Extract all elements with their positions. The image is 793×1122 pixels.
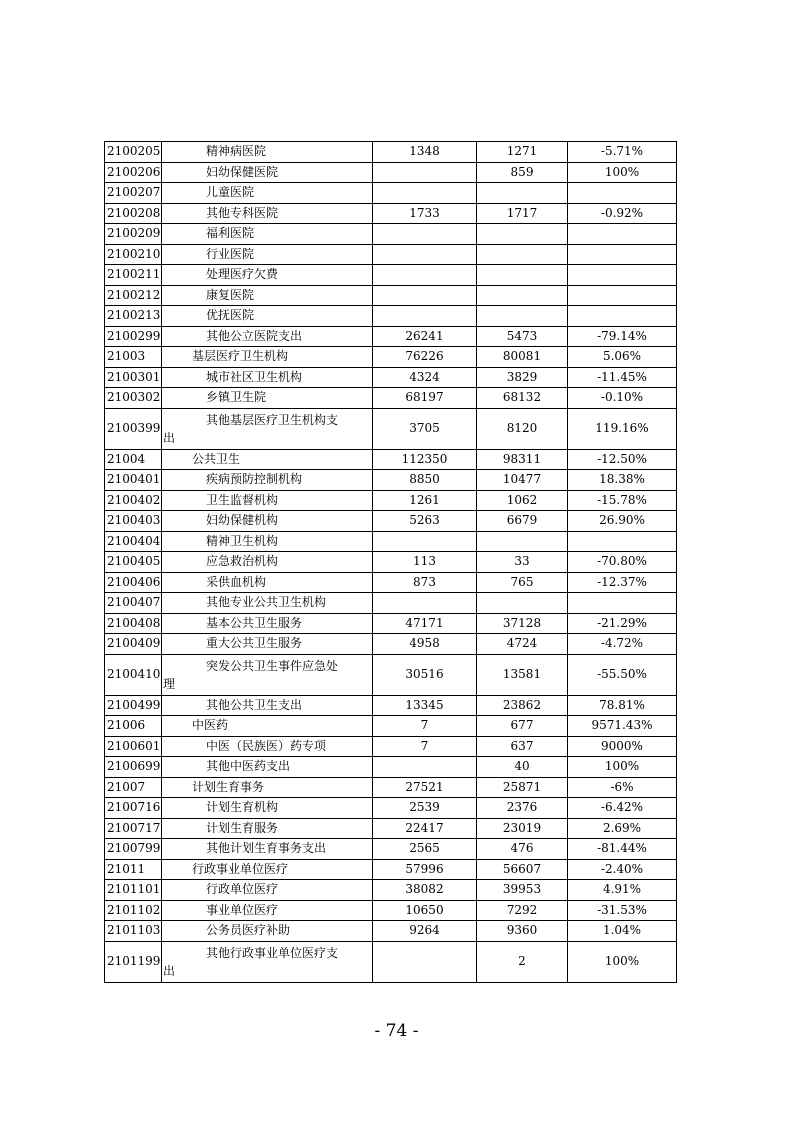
row-value-v1: 10650 — [373, 900, 477, 921]
row-value-v1 — [373, 757, 477, 778]
row-change-percent: -70.80% — [568, 552, 677, 573]
row-code: 2101103 — [105, 921, 162, 942]
table-row — [105, 203, 677, 224]
row-change-percent: 18.38% — [568, 470, 677, 491]
row-change-percent: 5.06% — [568, 347, 677, 368]
row-value-v2 — [477, 244, 568, 265]
row-value-v2: 476 — [477, 839, 568, 860]
row-value-v1: 26241 — [373, 326, 477, 347]
row-change-percent: 4.91% — [568, 880, 677, 901]
row-value-v2 — [477, 593, 568, 614]
row-change-percent: -2.40% — [568, 859, 677, 880]
row-code: 2100601 — [105, 736, 162, 757]
row-value-v1: 2539 — [373, 798, 477, 819]
row-value-v2: 4724 — [477, 634, 568, 655]
row-value-v1: 1733 — [373, 203, 477, 224]
row-value-v1 — [373, 265, 477, 286]
row-name: 处理医疗欠费 — [162, 265, 373, 286]
row-value-v2: 7292 — [477, 900, 568, 921]
table-row — [105, 859, 677, 880]
row-value-v1: 113 — [373, 552, 477, 573]
row-value-v2: 37128 — [477, 613, 568, 634]
table-row — [105, 183, 677, 204]
row-change-percent — [568, 265, 677, 286]
row-code: 2100408 — [105, 613, 162, 634]
row-value-v2: 2376 — [477, 798, 568, 819]
table-row — [105, 306, 677, 327]
row-code: 2100402 — [105, 490, 162, 511]
row-change-percent: -11.45% — [568, 367, 677, 388]
row-value-v1: 47171 — [373, 613, 477, 634]
row-change-percent — [568, 224, 677, 245]
row-value-v2: 859 — [477, 162, 568, 183]
row-value-v2 — [477, 265, 568, 286]
row-value-v1 — [373, 244, 477, 265]
row-code: 2100699 — [105, 757, 162, 778]
row-change-percent — [568, 306, 677, 327]
row-name: 城市社区卫生机构 — [162, 367, 373, 388]
table-row — [105, 900, 677, 921]
row-change-percent: -0.92% — [568, 203, 677, 224]
row-change-percent: 2.69% — [568, 818, 677, 839]
row-name: 优抚医院 — [162, 306, 373, 327]
row-value-v2: 39953 — [477, 880, 568, 901]
row-value-v1: 27521 — [373, 777, 477, 798]
row-code: 2100716 — [105, 798, 162, 819]
row-value-v1 — [373, 183, 477, 204]
row-value-v2: 25871 — [477, 777, 568, 798]
row-code: 2100401 — [105, 470, 162, 491]
table-row — [105, 367, 677, 388]
row-code: 2101102 — [105, 900, 162, 921]
row-code: 21007 — [105, 777, 162, 798]
row-code: 2100403 — [105, 511, 162, 532]
row-change-percent: -55.50% — [568, 654, 677, 695]
row-name: 应急救治机构 — [162, 552, 373, 573]
table-row — [105, 839, 677, 860]
table-row — [105, 244, 677, 265]
row-value-v2: 10477 — [477, 470, 568, 491]
row-code: 2100301 — [105, 367, 162, 388]
row-value-v2: 13581 — [477, 654, 568, 695]
row-change-percent — [568, 285, 677, 306]
row-change-percent — [568, 593, 677, 614]
row-name: 其他专科医院 — [162, 203, 373, 224]
row-code: 2100206 — [105, 162, 162, 183]
row-value-v2 — [477, 306, 568, 327]
row-code: 2100407 — [105, 593, 162, 614]
row-code: 2100405 — [105, 552, 162, 573]
row-value-v1 — [373, 941, 477, 982]
row-name: 行业医院 — [162, 244, 373, 265]
row-value-v1 — [373, 306, 477, 327]
row-code: 2100799 — [105, 839, 162, 860]
table-row — [105, 449, 677, 470]
table-row — [105, 798, 677, 819]
row-name: 行政单位医疗 — [162, 880, 373, 901]
row-name: 康复医院 — [162, 285, 373, 306]
row-value-v1 — [373, 285, 477, 306]
budget-table — [104, 141, 677, 983]
table-row — [105, 695, 677, 716]
row-value-v2: 80081 — [477, 347, 568, 368]
row-value-v2: 40 — [477, 757, 568, 778]
row-value-v2: 9360 — [477, 921, 568, 942]
row-value-v1: 1348 — [373, 142, 477, 163]
table-row — [105, 162, 677, 183]
table-row — [105, 654, 677, 695]
row-code: 2100210 — [105, 244, 162, 265]
row-value-v2: 2 — [477, 941, 568, 982]
row-value-v2: 677 — [477, 716, 568, 737]
table-row — [105, 634, 677, 655]
row-code: 2100213 — [105, 306, 162, 327]
row-name: 公共卫生 — [162, 449, 373, 470]
row-value-v2: 23019 — [477, 818, 568, 839]
table-row — [105, 285, 677, 306]
table-row — [105, 880, 677, 901]
row-name: 采供血机构 — [162, 572, 373, 593]
row-value-v1: 3705 — [373, 408, 477, 449]
row-code: 2100207 — [105, 183, 162, 204]
page-number: - 74 - — [374, 1021, 419, 1041]
row-name — [162, 654, 373, 695]
row-code: 2100404 — [105, 531, 162, 552]
row-value-v2: 56607 — [477, 859, 568, 880]
row-name: 行政事业单位医疗 — [162, 859, 373, 880]
row-code: 2100406 — [105, 572, 162, 593]
row-value-v2: 98311 — [477, 449, 568, 470]
row-value-v2: 3829 — [477, 367, 568, 388]
table-row — [105, 613, 677, 634]
table-row — [105, 736, 677, 757]
row-value-v2: 1062 — [477, 490, 568, 511]
row-value-v2: 33 — [477, 552, 568, 573]
row-name: 妇幼保健机构 — [162, 511, 373, 532]
row-code: 2100205 — [105, 142, 162, 163]
table-row — [105, 777, 677, 798]
row-code: 2100717 — [105, 818, 162, 839]
row-name: 公务员医疗补助 — [162, 921, 373, 942]
row-name-line1: 其他行政事业单位医疗支 — [206, 945, 339, 960]
table-row — [105, 142, 677, 163]
table-row — [105, 511, 677, 532]
row-name: 妇幼保健医院 — [162, 162, 373, 183]
row-change-percent — [568, 244, 677, 265]
row-value-v1: 8850 — [373, 470, 477, 491]
row-value-v1: 112350 — [373, 449, 477, 470]
row-value-v1: 1261 — [373, 490, 477, 511]
row-name: 其他中医药支出 — [162, 757, 373, 778]
row-value-v1 — [373, 531, 477, 552]
row-value-v1 — [373, 593, 477, 614]
row-value-v1: 2565 — [373, 839, 477, 860]
row-code: 21011 — [105, 859, 162, 880]
row-value-v2: 8120 — [477, 408, 568, 449]
row-value-v1: 57996 — [373, 859, 477, 880]
row-code: 2100409 — [105, 634, 162, 655]
row-name — [162, 408, 373, 449]
row-name: 基本公共卫生服务 — [162, 613, 373, 634]
row-name: 其他公立医院支出 — [162, 326, 373, 347]
row-code: 2100399 — [105, 408, 162, 449]
row-code: 2100212 — [105, 285, 162, 306]
row-value-v1 — [373, 162, 477, 183]
table-row — [105, 326, 677, 347]
row-name: 其他专业公共卫生机构 — [162, 593, 373, 614]
table-row — [105, 757, 677, 778]
row-name: 重大公共卫生服务 — [162, 634, 373, 655]
row-value-v2: 23862 — [477, 695, 568, 716]
row-name: 其他公共卫生支出 — [162, 695, 373, 716]
row-code: 21003 — [105, 347, 162, 368]
row-change-percent: 9000% — [568, 736, 677, 757]
table-row — [105, 388, 677, 409]
row-value-v2: 637 — [477, 736, 568, 757]
row-code: 21006 — [105, 716, 162, 737]
row-change-percent: 26.90% — [568, 511, 677, 532]
row-value-v1: 9264 — [373, 921, 477, 942]
row-value-v2: 1717 — [477, 203, 568, 224]
row-change-percent: 1.04% — [568, 921, 677, 942]
row-name: 精神卫生机构 — [162, 531, 373, 552]
table-row — [105, 818, 677, 839]
table-row — [105, 941, 677, 982]
row-name — [162, 941, 373, 982]
row-code: 2100299 — [105, 326, 162, 347]
row-value-v2 — [477, 183, 568, 204]
budget-table-body — [105, 142, 677, 983]
row-change-percent: 100% — [568, 757, 677, 778]
row-value-v2 — [477, 224, 568, 245]
row-code: 2100410 — [105, 654, 162, 695]
row-name: 计划生育事务 — [162, 777, 373, 798]
row-name: 疾病预防控制机构 — [162, 470, 373, 491]
row-change-percent: -21.29% — [568, 613, 677, 634]
row-value-v1: 7 — [373, 736, 477, 757]
table-row — [105, 552, 677, 573]
row-change-percent: -0.10% — [568, 388, 677, 409]
row-name: 其他计划生育事务支出 — [162, 839, 373, 860]
row-value-v1: 22417 — [373, 818, 477, 839]
table-row — [105, 531, 677, 552]
row-change-percent — [568, 531, 677, 552]
row-name-line2: 理 — [163, 676, 176, 691]
row-code: 2101101 — [105, 880, 162, 901]
row-code: 2100211 — [105, 265, 162, 286]
row-change-percent: -79.14% — [568, 326, 677, 347]
row-name-line1: 突发公共卫生事件应急处 — [206, 658, 339, 673]
row-value-v1: 873 — [373, 572, 477, 593]
row-code: 2100499 — [105, 695, 162, 716]
row-value-v1: 38082 — [373, 880, 477, 901]
row-value-v1: 68197 — [373, 388, 477, 409]
row-value-v1 — [373, 224, 477, 245]
row-change-percent: -81.44% — [568, 839, 677, 860]
row-name: 计划生育服务 — [162, 818, 373, 839]
row-name: 卫生监督机构 — [162, 490, 373, 511]
row-change-percent: -6.42% — [568, 798, 677, 819]
row-value-v2: 5473 — [477, 326, 568, 347]
row-value-v2 — [477, 531, 568, 552]
table-row — [105, 265, 677, 286]
row-code: 2101199 — [105, 941, 162, 982]
table-row — [105, 347, 677, 368]
row-name-line1: 其他基层医疗卫生机构支 — [206, 412, 339, 427]
table-row — [105, 572, 677, 593]
row-value-v1: 7 — [373, 716, 477, 737]
row-change-percent: -15.78% — [568, 490, 677, 511]
row-name: 乡镇卫生院 — [162, 388, 373, 409]
row-code: 21004 — [105, 449, 162, 470]
row-change-percent: -5.71% — [568, 142, 677, 163]
row-name-line2: 出 — [163, 963, 176, 978]
row-name: 福利医院 — [162, 224, 373, 245]
table-row — [105, 593, 677, 614]
row-name: 计划生育机构 — [162, 798, 373, 819]
row-name: 事业单位医疗 — [162, 900, 373, 921]
row-code: 2100208 — [105, 203, 162, 224]
row-value-v2: 6679 — [477, 511, 568, 532]
row-change-percent: -31.53% — [568, 900, 677, 921]
row-change-percent: 78.81% — [568, 695, 677, 716]
table-row — [105, 408, 677, 449]
row-value-v1: 5263 — [373, 511, 477, 532]
table-row — [105, 490, 677, 511]
row-name: 儿童医院 — [162, 183, 373, 204]
row-name: 精神病医院 — [162, 142, 373, 163]
row-code: 2100302 — [105, 388, 162, 409]
row-change-percent: 9571.43% — [568, 716, 677, 737]
row-value-v2 — [477, 285, 568, 306]
row-value-v2: 1271 — [477, 142, 568, 163]
table-row — [105, 716, 677, 737]
row-name: 中医（民族医）药专项 — [162, 736, 373, 757]
row-change-percent: -4.72% — [568, 634, 677, 655]
row-value-v1: 76226 — [373, 347, 477, 368]
row-name: 基层医疗卫生机构 — [162, 347, 373, 368]
row-value-v1: 4958 — [373, 634, 477, 655]
row-code: 2100209 — [105, 224, 162, 245]
table-row — [105, 921, 677, 942]
row-change-percent: -12.37% — [568, 572, 677, 593]
row-value-v2: 68132 — [477, 388, 568, 409]
row-value-v2: 765 — [477, 572, 568, 593]
row-name-line2: 出 — [163, 430, 176, 445]
row-change-percent — [568, 183, 677, 204]
row-value-v1: 30516 — [373, 654, 477, 695]
row-change-percent: -12.50% — [568, 449, 677, 470]
row-change-percent: 119.16% — [568, 408, 677, 449]
row-change-percent: 100% — [568, 941, 677, 982]
row-name: 中医药 — [162, 716, 373, 737]
row-change-percent: -6% — [568, 777, 677, 798]
table-row — [105, 470, 677, 491]
row-value-v1: 13345 — [373, 695, 477, 716]
row-change-percent: 100% — [568, 162, 677, 183]
table-row — [105, 224, 677, 245]
row-value-v1: 4324 — [373, 367, 477, 388]
